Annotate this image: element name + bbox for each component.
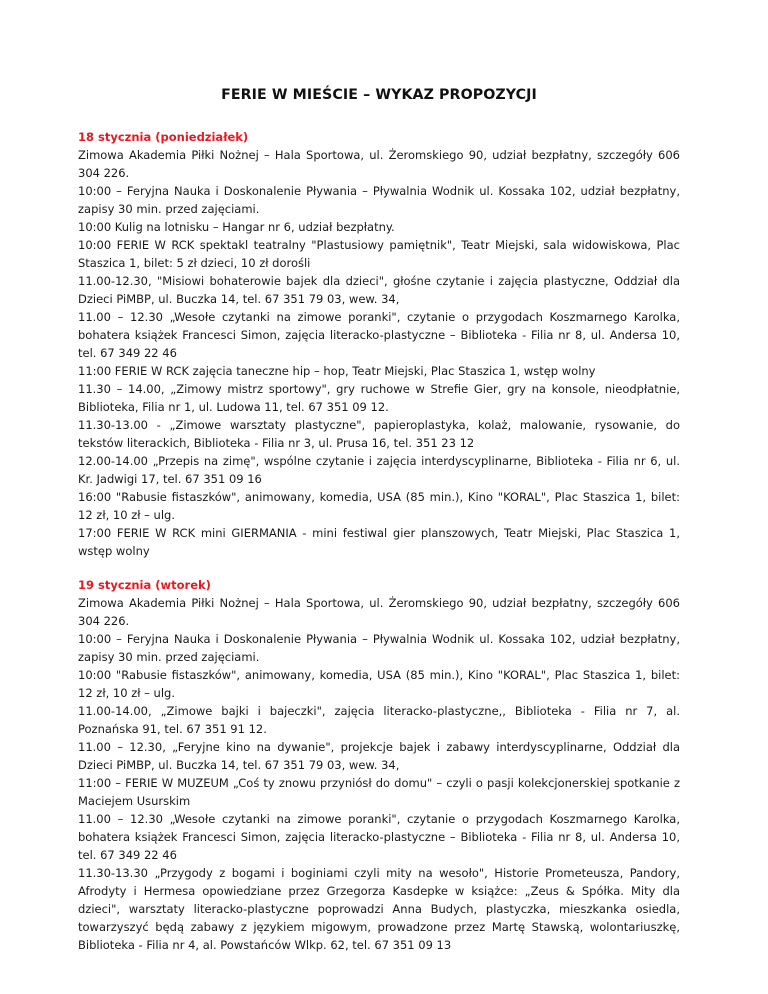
event-entry: 11:00 FERIE W RCK zajęcia taneczne hip – hop, Teatr Miejski, Plac Staszica 1, wstęp wolny <box>78 364 596 378</box>
event-entry: 12.00-14.00 „Przepis na zimę", wspólne czytanie i zajęcia interdyscyplinarne, Biblioteka - Filia nr 6, ul. Kr. Jadwigi 17, tel. 67 351 09 16 <box>78 454 680 486</box>
event-entry: 17:00 FERIE W RCK mini GIERMANIA - mini festiwal gier planszowych, Teatr Miejski, Plac Staszica 1, wstęp wolny <box>78 526 680 558</box>
event-entry: 11.30 – 14.00, „Zimowy mistrz sportowy", gry ruchowe w Strefie Gier, gry na konsole, nieodpłatnie, Biblioteka, Filia nr 1, ul. Ludowa 11, tel. 67 351 09 12. <box>78 382 680 414</box>
document-title: FERIE W MIEŚCIE – WYKAZ PROPOZYCJI <box>221 87 537 103</box>
event-entry: 10:00 Kulig na lotnisku – Hangar nr 6, udział bezpłatny. <box>78 220 395 234</box>
day-heading: 19 stycznia (wtorek) <box>78 578 211 592</box>
event-entry: 11.30-13.30 „Przygody z bogami i boginiami czyli mity na wesoło", Historie Prometeusza, Pandory, Afrodyty i Hermesa opowiedziane przez Grzegorza Kasdepke w książce: „Zeus & Spółka. Mity dla dzieci", warsztaty literacko-plastyczne poprowadzi Anna Budych, plastyczka, mieszkanka osiedla, towarzyszyć będą zabawy z językiem migowym, prowadzone przez Martę Stawską, wolontariuszkę, Biblioteka - Filia nr 4, al. Powstańców Wlkp. 62, tel. 67 351 09 13 <box>78 866 680 952</box>
event-entry: 10:00 "Rabusie fistaszków", animowany, komedia, USA (85 min.), Kino "KORAL", Plac Staszica 1, bilet: 12 zł, 10 zł – ulg. <box>78 668 680 700</box>
event-entry: 11.00-14.00, „Zimowe bajki i bajeczki", zajęcia literacko-plastyczne,, Biblioteka - Filia nr 7, al. Poznańska 91, tel. 67 351 91 12. <box>78 704 680 736</box>
event-entry: Zimowa Akademia Piłki Nożnej – Hala Sportowa, ul. Żeromskiego 90, udział bezpłatny, szczegóły 606 304 226. <box>78 148 680 180</box>
day-section-jan-19 <box>78 576 680 954</box>
event-entry: 11.00 – 12.30 „Wesołe czytanki na zimowe poranki", czytanie o przygodach Koszmarnego Karolka, bohatera książek Francesci Simon, zajęcia literacko-plastyczne – Biblioteka - Filia nr 8, ul. Andersa 10, tel. 67 349 22 46 <box>78 310 680 360</box>
day-section-jan-18 <box>78 128 680 560</box>
event-entry: 10:00 – Feryjna Nauka i Doskonalenie Pływania – Pływalnia Wodnik ul. Kossaka 102, udział bezpłatny, zapisy 30 min. przed zajęciami. <box>78 184 680 216</box>
event-entry: 11:00 – FERIE W MUZEUM „Coś ty znowu przyniósł do domu" – czyli o pasji kolekcjonerskiej spotkanie z Maciejem Usurskim <box>78 776 680 808</box>
day-heading: 18 stycznia (poniedziałek) <box>78 130 249 144</box>
event-entry: 10:00 FERIE W RCK spektakl teatralny "Plastusiowy pamiętnik", Teatr Miejski, sala widowiskowa, Plac Staszica 1, bilet: 5 zł dzieci, 10 zł dorośli <box>78 238 680 270</box>
event-entry: 11.00 – 12.30 „Wesołe czytanki na zimowe poranki", czytanie o przygodach Koszmarnego Karolka, bohatera książek Francesci Simon, zajęcia literacko-plastyczne – Biblioteka - Filia nr 8, ul. Andersa 10, tel. 67 349 22 46 <box>78 812 680 862</box>
document-page <box>78 0 680 954</box>
event-entry: 11.00 – 12.30, „Feryjne kino na dywanie", projekcje bajek i zabawy interdyscyplinarne, Oddział dla Dzieci PiMBP, ul. Buczka 14, tel. 67 351 79 03, wew. 34, <box>78 740 680 772</box>
event-entry: 10:00 – Feryjna Nauka i Doskonalenie Pływania – Pływalnia Wodnik ul. Kossaka 102, udział bezpłatny, zapisy 30 min. przed zajęciami. <box>78 632 680 664</box>
event-entry: 11.30-13.00 - „Zimowe warsztaty plastyczne", papieroplastyka, kolaż, malowanie, rysowanie, do tekstów literackich, Biblioteka - Filia nr 3, ul. Prusa 16, tel. 351 23 12 <box>78 418 680 450</box>
event-entry: 11.00-12.30, "Misiowi bohaterowie bajek dla dzieci", głośne czytanie i zajęcia plastyczne, Oddział dla Dzieci PiMBP, ul. Buczka 14, tel. 67 351 79 03, wew. 34, <box>78 274 680 306</box>
event-entry: Zimowa Akademia Piłki Nożnej – Hala Sportowa, ul. Żeromskiego 90, udział bezpłatny, szczegóły 606 304 226. <box>78 596 680 628</box>
event-entry: 16:00 "Rabusie fistaszków", animowany, komedia, USA (85 min.), Kino "KORAL", Plac Staszica 1, bilet: 12 zł, 10 zł – ulg. <box>78 490 680 522</box>
